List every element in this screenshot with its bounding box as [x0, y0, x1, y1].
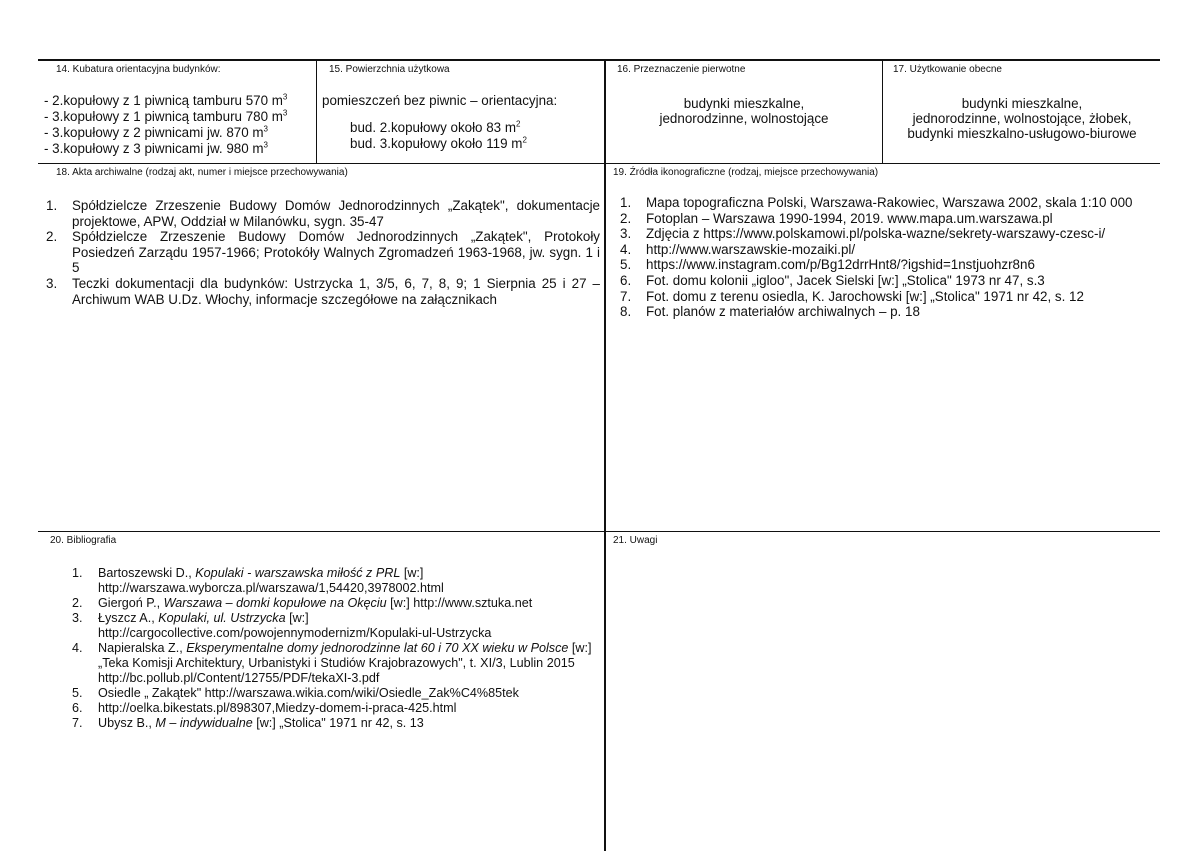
kubatura-list [44, 93, 314, 157]
row2-separator [38, 531, 1160, 532]
list-item: 3. Łyszcz A., Kopulaki, ul. Ustrzycka [w:] http://cargocollective.com/powojennymodernizm/Kopulaki-ul-Ustrzycka [72, 611, 492, 640]
kubatura-row: - 3.kopułowy z 1 piwnicą tamburu 780 $m^3$ [44, 108, 288, 124]
uzytkowanie-text [884, 96, 1160, 141]
list-item: 8. Fot. planów z materiałów archiwalnych – p. 18 [620, 304, 920, 320]
kubatura-row: - 3.kopułowy z 3 piwnicami jw. 980 $m^3$ [44, 140, 268, 156]
przeznaczenie-line: budynki mieszkalne, [683, 96, 805, 111]
uzytkowanie-line: budynki mieszkalne, [961, 96, 1083, 111]
section-21-label: 21. Uwagi [613, 535, 658, 546]
col-separator-14-15 [316, 60, 317, 164]
list-item: 5. Osiedle „ Zakątek" http://warszawa.wikia.com/wiki/Osiedle_Zak%C4%85tek [72, 686, 519, 700]
powierzchnia-intro: pomieszczeń bez piwnic – orientacyjna: [322, 93, 558, 108]
przeznaczenie-line: jednorodzinne, wolnostojące [659, 111, 829, 126]
list-item: 6. http://oelka.bikestats.pl/898307,Miedzy-domem-i-praca-425.html [72, 701, 457, 715]
uzytkowanie-line: budynki mieszkalno-usługowo-biurowe [907, 126, 1137, 141]
top-border [38, 59, 1160, 61]
list-item: 7. Fot. domu z terenu osiedla, K. Jarochowski [w:] „Stolica" 1971 nr 42, s. 12 [620, 288, 1084, 304]
list-item: 5. https://www.instagram.com/p/Bg12drrHnt8/?igshid=1nstjuohzr8n6 [620, 257, 1035, 273]
list-item: 4. http://www.warszawskie-mozaiki.pl/ [620, 241, 856, 257]
list-item: 4. Napieralska Z., Eksperymentalne domy jednorodzinne lat 60 i 70 XX wieku w Polsce [w:] „Teka Komisji Architektury, Urbanistyki i Studiów Krajobrazowych", t. XI/3, Lublin 2015 http://bc.pollub.pl/Content/12755/PDF/tekaXI-3.pdf [72, 641, 592, 685]
bibliografia-list [72, 566, 596, 731]
section-15-label: 15. Powierzchnia użytkowa [329, 64, 450, 75]
list-item: 6. Fot. domu kolonii „igloo", Jacek Sielski [w:] „Stolica" 1973 nr 47, s.3 [620, 272, 1045, 288]
center-divider [604, 60, 606, 851]
section-17-label: 17. Użytkowanie obecne [893, 64, 1002, 75]
list-item: 2. Fotoplan – Warszawa 1990-1994, 2019. www.mapa.um.warszawa.pl [620, 210, 1053, 226]
list-item: 1. Mapa topograficzna Polski, Warszawa-Rakowiec, Warszawa 2002, skala 1:10 000 [620, 195, 1133, 210]
list-item: 1. Bartoszewski D., Kopulaki - warszawska miłość z PRL [w:] http://warszawa.wyborcza.pl/warszawa/1,54420,3978002.html [72, 566, 444, 595]
section-16-label: 16. Przeznaczenie pierwotne [617, 64, 746, 75]
zrodla-list [620, 195, 1142, 320]
section-18-label: 18. Akta archiwalne (rodzaj akt, numer i miejsce przechowywania) [56, 167, 348, 178]
list-item: 3. Zdjęcia z https://www.polskamowi.pl/polska-wazne/sekrety-warszawy-czesc-i/ [620, 226, 1106, 242]
list-item: 3. Teczki dokumentacji dla budynków: Ustrzycka 1, 3/5, 6, 7, 8, 9; 1 Sierpnia 25 i 27 – Archiwum WAB U.Dz. Włochy, informacje szczegółowe na załącznikach [46, 275, 600, 307]
section-19-label: 19. Źródła ikonograficzne (rodzaj, miejsce przechowywania) [613, 167, 879, 178]
akta-list [46, 198, 600, 307]
section-20-label: 20. Bibliografia [50, 535, 117, 546]
uzytkowanie-line: jednorodzinne, wolnostojące, żłobek, [912, 111, 1132, 126]
powierzchnia-row: bud. 2.kopułowy około 83 $m^2$ [350, 119, 521, 135]
list-item: 2. Spółdzielcze Zrzeszenie Budowy Domów Jednorodzinnych „Zakątek", Protokoły Posiedzeń Zarządu 1957-1966; Protokóły Walnych Zgromadzeń 1963-1968, jw. sygn. 1 i 5 [46, 229, 600, 276]
przeznaczenie-text [606, 96, 882, 126]
powierzchnia-row: bud. 3.kopułowy około 119 $m^2$ [350, 135, 527, 151]
section-14-label: 14. Kubatura orientacyjna budynków: [56, 64, 221, 75]
row1-separator [38, 163, 1160, 164]
kubatura-row: - 3.kopułowy z 2 piwnicami jw. 870 $m^3$ [44, 124, 268, 140]
col-separator-16-17 [882, 60, 883, 164]
list-item: 7. Ubysz B., M – indywidualne [w:] „Stolica" 1971 nr 42, s. 13 [72, 716, 424, 730]
list-item: 2. Giergoń P., Warszawa – domki kopułowe na Okęciu [w:] http://www.sztuka.net [72, 596, 533, 610]
list-item: 1. Spółdzielcze Zrzeszenie Budowy Domów Jednorodzinnych „Zakątek", dokumentacje projektowe, APW, Oddział w Milanówku, sygn. 35-47 [46, 198, 600, 229]
kubatura-row: - 2.kopułowy z 1 piwnicą tamburu 570 $m^3$ [44, 92, 288, 108]
